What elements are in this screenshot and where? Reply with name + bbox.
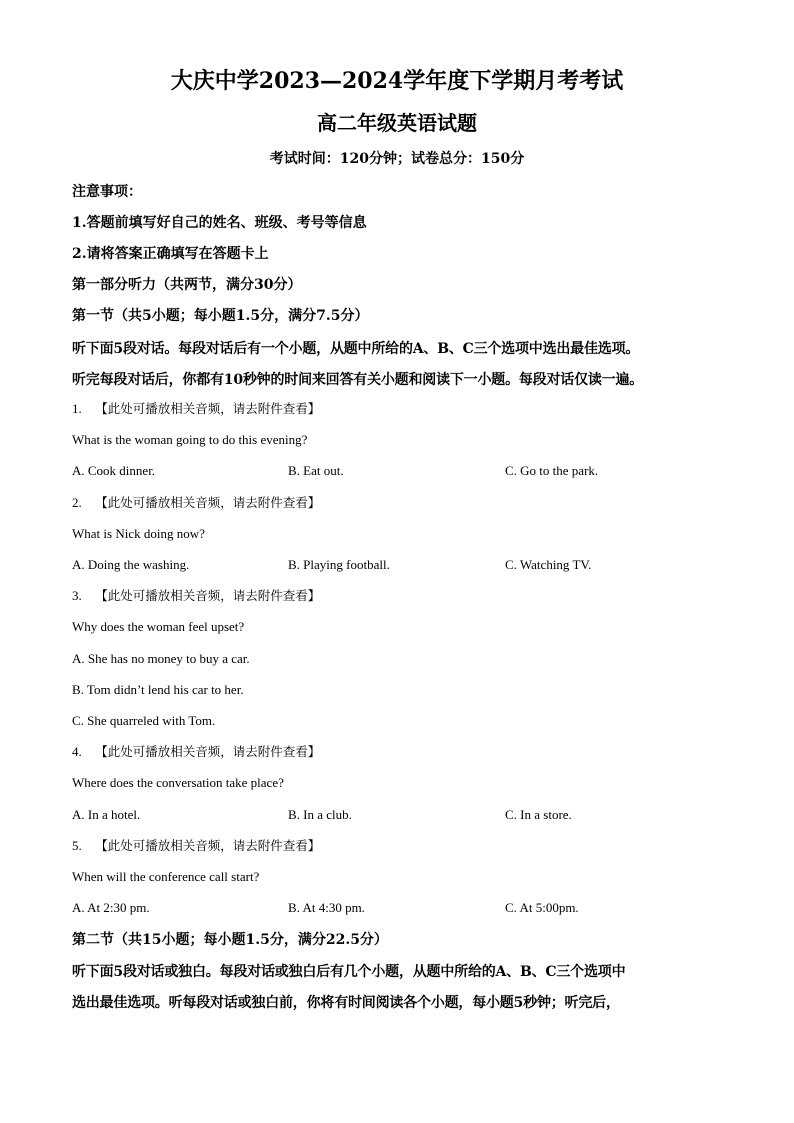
option-b: B. At 4:30 pm.	[288, 900, 365, 915]
question-header	[72, 493, 320, 513]
question-number: 1.	[72, 401, 82, 416]
question-number: 5.	[72, 838, 82, 853]
audio-note[interactable]: 【此处可播放相关音频，请去附件查看】	[95, 401, 321, 416]
audio-note[interactable]: 【此处可播放相关音频，请去附件查看】	[95, 744, 321, 759]
note-item: 1.答题前填写好自己的姓名、班级、考号等信息	[72, 215, 367, 231]
question-header	[72, 586, 320, 606]
option-a: A. Cook dinner.	[72, 463, 156, 478]
notes-heading: 注意事项：	[72, 184, 142, 200]
audio-note[interactable]: 【此处可播放相关音频，请去附件查看】	[95, 838, 321, 853]
option-c: C. At 5:00pm.	[505, 900, 579, 915]
option-c: C. Watching TV.	[505, 557, 592, 572]
question-stem: When will the conference call start?	[72, 869, 260, 884]
option-a: A. She has no money to buy a car.	[72, 651, 250, 666]
option-a: A. Doing the washing.	[72, 557, 190, 572]
audio-note[interactable]: 【此处可播放相关音频，请去附件查看】	[95, 495, 321, 510]
question-header	[72, 399, 320, 419]
question-stem: Where does the conversation take place?	[72, 775, 284, 790]
section1-heading: 第一节（共5小题；每小题1.5分，满分7.5分）	[72, 308, 369, 324]
option-b: B. Tom didn’t lend his car to her.	[72, 682, 244, 697]
question-header	[72, 742, 320, 762]
option-b: B. Playing football.	[288, 557, 390, 572]
question-stem: Why does the woman feel upset?	[72, 619, 245, 634]
question-number: 4.	[72, 744, 82, 759]
question-number: 3.	[72, 588, 82, 603]
section1-instruction: 听下面5段对话。每段对话后有一个小题，从题中所给的A、B、C三个选项中选出最佳选项。	[72, 341, 640, 357]
question-stem: What is Nick doing now?	[72, 526, 205, 541]
option-c: C. She quarreled with Tom.	[72, 713, 216, 728]
option-c: C. Go to the park.	[505, 463, 599, 478]
section2-heading: 第二节（共15小题；每小题1.5分，满分22.5分）	[72, 932, 388, 948]
question-stem: What is the woman going to do this evening?	[72, 432, 308, 447]
option-b: B. In a club.	[288, 807, 352, 822]
section2-instruction: 选出最佳选项。听每段对话或独白前，你将有时间阅读各个小题，每小题5秒钟；听完后，	[72, 995, 620, 1011]
note-item: 2.请将答案正确填写在答题卡上	[72, 246, 269, 262]
option-a: A. At 2:30 pm.	[72, 900, 150, 915]
section1-instruction: 听完每段对话后，你都有10秒钟的时间来回答有关小题和阅读下一小题。每段对话仅读一遍。	[72, 372, 644, 388]
question-header	[72, 836, 320, 856]
option-c: C. In a store.	[505, 807, 572, 822]
exam-subtitle: 高二年级英语试题	[317, 111, 477, 135]
option-a: A. In a hotel.	[72, 807, 141, 822]
audio-note[interactable]: 【此处可播放相关音频，请去附件查看】	[95, 588, 321, 603]
exam-title: 大庆中学2023—2024学年度下学期月考考试	[170, 68, 624, 94]
option-b: B. Eat out.	[288, 463, 344, 478]
part1-heading: 第一部分听力（共两节，满分30分）	[72, 277, 302, 293]
exam-info: 考试时间：120分钟；试卷总分：150分	[269, 151, 525, 167]
section2-instruction: 听下面5段对话或独白。每段对话或独白后有几个小题，从题中所给的A、B、C三个选项中	[72, 964, 626, 980]
question-number: 2.	[72, 495, 82, 510]
